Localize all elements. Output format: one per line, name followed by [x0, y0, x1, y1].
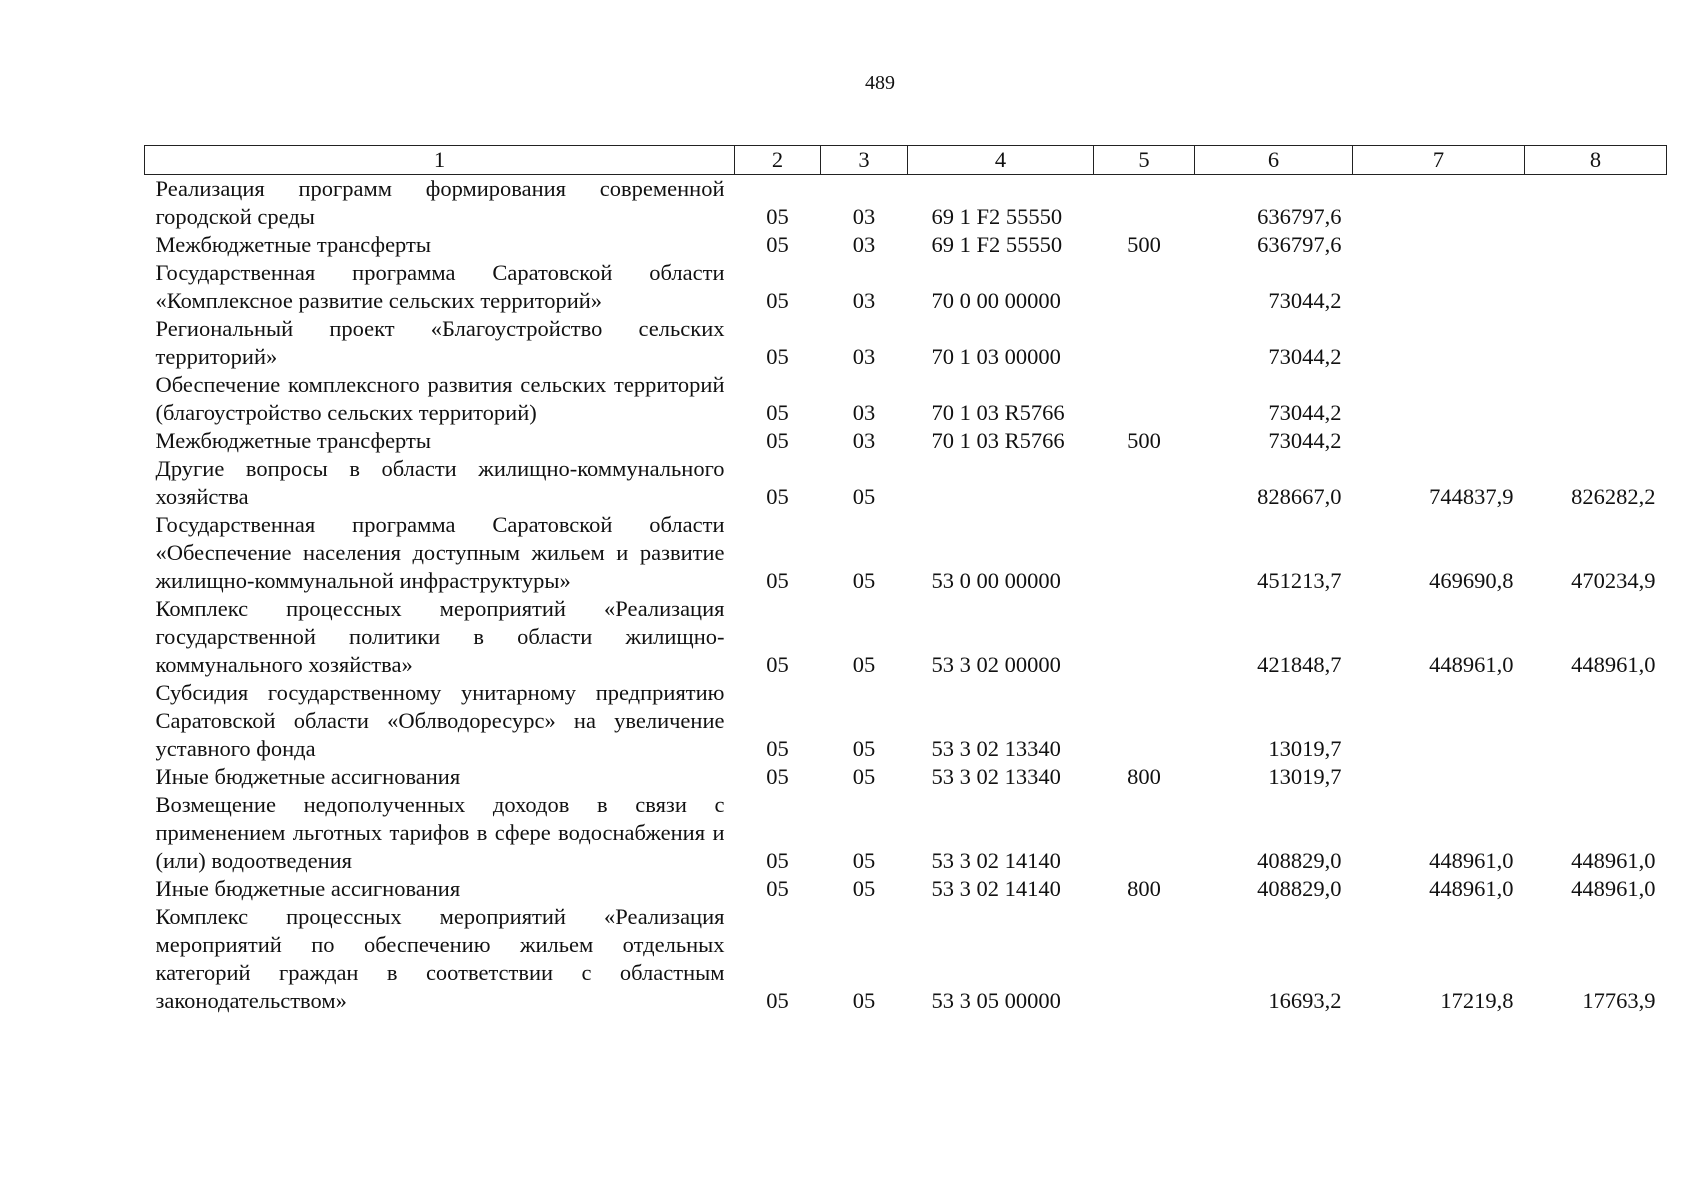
table-row	[145, 511, 1667, 595]
table-row	[145, 791, 1667, 875]
header-col-7: 7	[1353, 146, 1525, 175]
row-expense-type	[1094, 903, 1195, 1015]
row-subsection: 03	[852, 204, 876, 229]
row-value-col8	[1525, 763, 1667, 791]
row-name: Другие вопросы в области жилищно-коммунального хозяйства	[155, 456, 725, 509]
budget-table	[144, 145, 1667, 1015]
row-section: 05	[766, 232, 789, 257]
row-expense-type	[1094, 175, 1195, 232]
table-row	[145, 595, 1667, 679]
row-name: Иные бюджетные ассигнования	[155, 764, 461, 789]
row-subsection: 05	[852, 848, 876, 873]
row-target-code: 69 1 F2 55550	[931, 232, 1063, 257]
row-value-col7	[1353, 679, 1525, 763]
row-value-col8	[1525, 679, 1667, 763]
row-subsection: 03	[852, 428, 876, 453]
table-row	[145, 259, 1667, 315]
header-col-3: 3	[821, 146, 908, 175]
row-value-col7: 448961,0	[1429, 848, 1514, 873]
table-row	[145, 679, 1667, 763]
row-value-col8: 470234,9	[1571, 568, 1656, 593]
row-value-col7	[1353, 371, 1525, 427]
table-row	[145, 903, 1667, 1015]
row-value-col7: 448961,0	[1429, 876, 1514, 901]
row-value-col6: 636797,6	[1257, 232, 1342, 257]
row-subsection: 03	[852, 344, 876, 369]
row-subsection: 03	[852, 232, 876, 257]
row-target-code: 53 3 02 13340	[931, 736, 1061, 761]
row-value-col8: 17763,9	[1582, 988, 1656, 1013]
row-value-col7: 469690,8	[1429, 568, 1514, 593]
row-target-code: 70 1 03 R5766	[931, 400, 1065, 425]
row-value-col7: 448961,0	[1429, 652, 1514, 677]
row-value-col6: 828667,0	[1257, 484, 1342, 509]
row-value-col6: 451213,7	[1257, 568, 1342, 593]
table-row	[145, 231, 1667, 259]
row-section: 05	[766, 288, 789, 313]
row-value-col6: 408829,0	[1257, 876, 1342, 901]
row-expense-type: 500	[1127, 232, 1161, 257]
row-value-col7	[1353, 315, 1525, 371]
table-header	[145, 146, 1667, 175]
row-section: 05	[766, 428, 789, 453]
row-value-col6: 16693,2	[1268, 988, 1342, 1013]
row-target-code: 70 1 03 R5766	[931, 428, 1065, 453]
row-subsection: 05	[852, 876, 876, 901]
row-section: 05	[766, 484, 789, 509]
row-name: Региональный проект «Благоустройство сельских территорий»	[155, 316, 725, 369]
row-name: Обеспечение комплексного развития сельских территорий (благоустройство сельских территорий)	[155, 372, 725, 425]
row-name: Иные бюджетные ассигнования	[155, 876, 461, 901]
row-value-col8: 826282,2	[1571, 484, 1656, 509]
row-value-col8: 448961,0	[1571, 652, 1656, 677]
row-section: 05	[766, 848, 789, 873]
row-section: 05	[766, 736, 789, 761]
row-name: Межбюджетные трансферты	[155, 428, 431, 453]
row-expense-type: 800	[1127, 764, 1161, 789]
row-name: Комплекс процессных мероприятий «Реализация мероприятий по обеспечению жильем отдельных категорий граждан в соответствии с областным законодательством»	[155, 904, 725, 1013]
row-value-col8	[1525, 315, 1667, 371]
row-target-code: 53 3 02 13340	[931, 764, 1061, 789]
row-target-code: 53 0 00 00000	[931, 568, 1061, 593]
row-target-code: 53 3 05 00000	[931, 988, 1061, 1013]
header-col-4: 4	[908, 146, 1094, 175]
header-col-6: 6	[1195, 146, 1353, 175]
row-expense-type: 800	[1127, 876, 1161, 901]
row-value-col6: 13019,7	[1268, 736, 1342, 761]
row-value-col8	[1525, 371, 1667, 427]
table-row	[145, 371, 1667, 427]
row-subsection: 03	[852, 288, 876, 313]
row-value-col6: 408829,0	[1257, 848, 1342, 873]
table-row	[145, 315, 1667, 371]
row-name: Государственная программа Саратовской области «Обеспечение населения доступным жильем и развитие жилищно-коммунальной инфраструктуры»	[155, 512, 725, 593]
row-value-col8	[1525, 259, 1667, 315]
row-value-col8	[1525, 427, 1667, 455]
row-expense-type	[1094, 679, 1195, 763]
row-subsection: 05	[852, 484, 876, 509]
row-value-col6: 73044,2	[1268, 288, 1342, 313]
row-value-col7: 744837,9	[1429, 484, 1514, 509]
header-row	[145, 146, 1667, 175]
row-name: Субсидия государственному унитарному предприятию Саратовской области «Облводоресурс» на увеличение уставного фонда	[155, 680, 725, 761]
row-target-code: 70 1 03 00000	[931, 344, 1061, 369]
table-row	[145, 455, 1667, 511]
row-value-col6: 636797,6	[1257, 204, 1342, 229]
row-value-col8	[1525, 231, 1667, 259]
row-subsection: 03	[852, 400, 876, 425]
row-expense-type	[1094, 791, 1195, 875]
row-expense-type: 500	[1127, 428, 1161, 453]
row-value-col7	[1353, 175, 1525, 232]
row-value-col6: 73044,2	[1268, 344, 1342, 369]
row-section: 05	[766, 652, 789, 677]
row-section: 05	[766, 204, 789, 229]
row-section: 05	[766, 764, 789, 789]
row-name: Реализация программ формирования современной городской среды	[155, 176, 725, 229]
header-col-1: 1	[145, 146, 735, 175]
row-target-code: 53 3 02 14140	[931, 848, 1061, 873]
row-value-col7	[1353, 763, 1525, 791]
table-row	[145, 427, 1667, 455]
row-expense-type	[1094, 371, 1195, 427]
row-expense-type	[1094, 595, 1195, 679]
table-row	[145, 763, 1667, 791]
row-subsection: 05	[852, 568, 876, 593]
row-expense-type	[1094, 315, 1195, 371]
row-value-col6: 73044,2	[1268, 400, 1342, 425]
row-name: Межбюджетные трансферты	[155, 232, 431, 257]
budget-table-container	[144, 145, 1666, 1015]
row-value-col7	[1353, 427, 1525, 455]
row-subsection: 05	[852, 764, 876, 789]
row-target-code: 53 3 02 14140	[931, 876, 1061, 901]
row-target-code: 70 0 00 00000	[931, 288, 1061, 313]
row-name: Государственная программа Саратовской области «Комплексное развитие сельских территорий»	[155, 260, 725, 313]
row-value-col7	[1353, 231, 1525, 259]
row-section: 05	[766, 876, 789, 901]
table-row	[145, 175, 1667, 232]
row-section: 05	[766, 400, 789, 425]
row-subsection: 05	[852, 736, 876, 761]
page-number: 489	[865, 72, 895, 94]
row-expense-type	[1094, 259, 1195, 315]
row-section: 05	[766, 344, 789, 369]
row-value-col7: 17219,8	[1440, 988, 1514, 1013]
table-row	[145, 875, 1667, 903]
header-col-8: 8	[1525, 146, 1667, 175]
row-expense-type	[1094, 511, 1195, 595]
row-value-col8	[1525, 175, 1667, 232]
row-section: 05	[766, 988, 789, 1013]
header-col-2: 2	[735, 146, 821, 175]
row-value-col6: 13019,7	[1268, 764, 1342, 789]
row-value-col6: 421848,7	[1257, 652, 1342, 677]
row-name: Возмещение недополученных доходов в связи с применением льготных тарифов в сфере водоснабжения и (или) водоотведения	[155, 792, 725, 873]
row-target-code: 53 3 02 00000	[931, 652, 1061, 677]
row-subsection: 05	[852, 988, 876, 1013]
row-target-code	[908, 455, 1094, 511]
row-value-col6: 73044,2	[1268, 428, 1342, 453]
row-expense-type	[1094, 455, 1195, 511]
row-subsection: 05	[852, 652, 876, 677]
header-col-5: 5	[1094, 146, 1195, 175]
row-value-col8: 448961,0	[1571, 848, 1656, 873]
row-target-code: 69 1 F2 55550	[931, 204, 1063, 229]
row-value-col8: 448961,0	[1571, 876, 1656, 901]
table-body	[145, 175, 1667, 1016]
row-section: 05	[766, 568, 789, 593]
row-name: Комплекс процессных мероприятий «Реализация государственной политики в области жилищно-коммунального хозяйства»	[155, 596, 725, 677]
row-value-col7	[1353, 259, 1525, 315]
